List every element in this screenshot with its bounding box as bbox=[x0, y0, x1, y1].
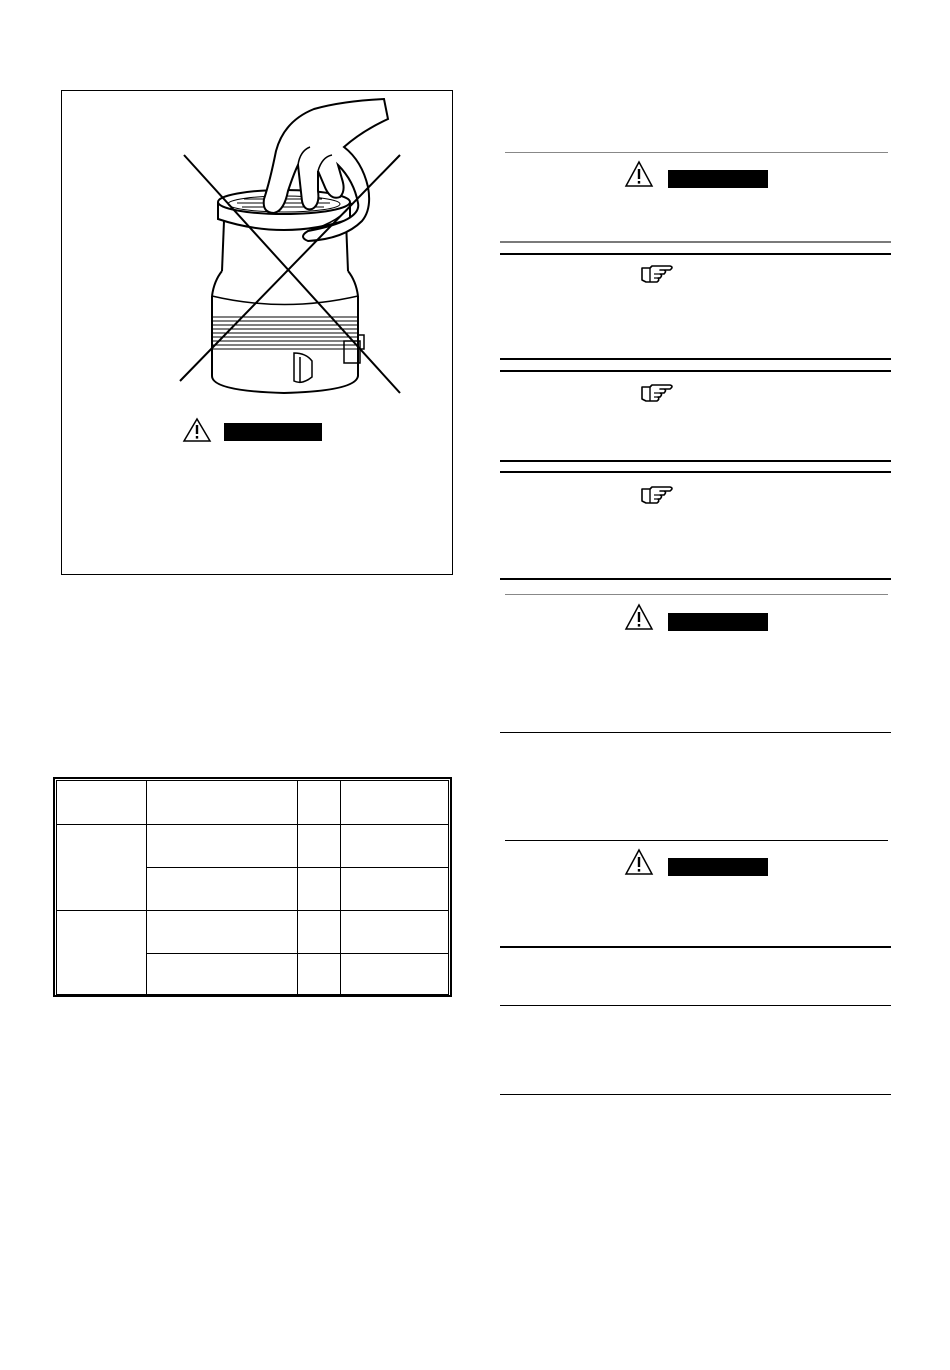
notice-bottom-rule bbox=[500, 241, 891, 243]
notice-bottom-rule bbox=[500, 460, 891, 462]
table-cell bbox=[147, 868, 298, 911]
table-cell bbox=[341, 954, 449, 995]
warning-triangle-icon bbox=[624, 160, 654, 188]
pointing-hand-icon bbox=[640, 383, 676, 403]
table-header-cell bbox=[147, 781, 298, 825]
notice-top-rule bbox=[500, 370, 891, 372]
notice-bottom-rule bbox=[500, 946, 891, 948]
notice-top-rule bbox=[505, 840, 888, 841]
table-header-cell bbox=[298, 781, 341, 825]
signal-word-bar bbox=[668, 170, 768, 188]
signal-word-bar bbox=[668, 858, 768, 876]
table-cell bbox=[147, 911, 298, 954]
warning-triangle-icon bbox=[624, 848, 654, 876]
signal-word-bar bbox=[668, 613, 768, 631]
notice-bottom-rule bbox=[500, 578, 891, 580]
pointing-hand-icon bbox=[640, 264, 676, 284]
notice-bottom-rule bbox=[500, 358, 891, 360]
section-rule bbox=[500, 1005, 891, 1006]
warning-triangle-icon bbox=[182, 417, 212, 443]
table-row bbox=[57, 911, 449, 954]
pump-illustration bbox=[62, 91, 452, 574]
figure-box bbox=[61, 90, 453, 575]
notice-top-rule bbox=[505, 594, 888, 595]
hand bbox=[264, 99, 388, 241]
table-cell bbox=[57, 911, 147, 995]
table-cell bbox=[298, 825, 341, 868]
notice-bottom-rule bbox=[500, 732, 891, 733]
table-cell bbox=[147, 825, 298, 868]
table-cell bbox=[298, 954, 341, 995]
table-cell bbox=[341, 825, 449, 868]
section-rule bbox=[500, 1094, 891, 1095]
spec-table bbox=[56, 780, 449, 995]
table-cell bbox=[341, 911, 449, 954]
notice-top-rule bbox=[505, 152, 888, 153]
table-cell bbox=[298, 911, 341, 954]
table-cell bbox=[147, 954, 298, 995]
warning-triangle-icon bbox=[624, 603, 654, 631]
signal-word-bar bbox=[224, 423, 322, 441]
notice-top-rule bbox=[500, 471, 891, 473]
table-cell bbox=[57, 825, 147, 911]
table-cell bbox=[341, 868, 449, 911]
table-header-cell bbox=[57, 781, 147, 825]
table-cell bbox=[298, 868, 341, 911]
notice-top-rule bbox=[500, 253, 891, 255]
table-header-row bbox=[57, 781, 449, 825]
table-row bbox=[57, 825, 449, 868]
table-header-cell bbox=[341, 781, 449, 825]
pointing-hand-icon bbox=[640, 485, 676, 505]
